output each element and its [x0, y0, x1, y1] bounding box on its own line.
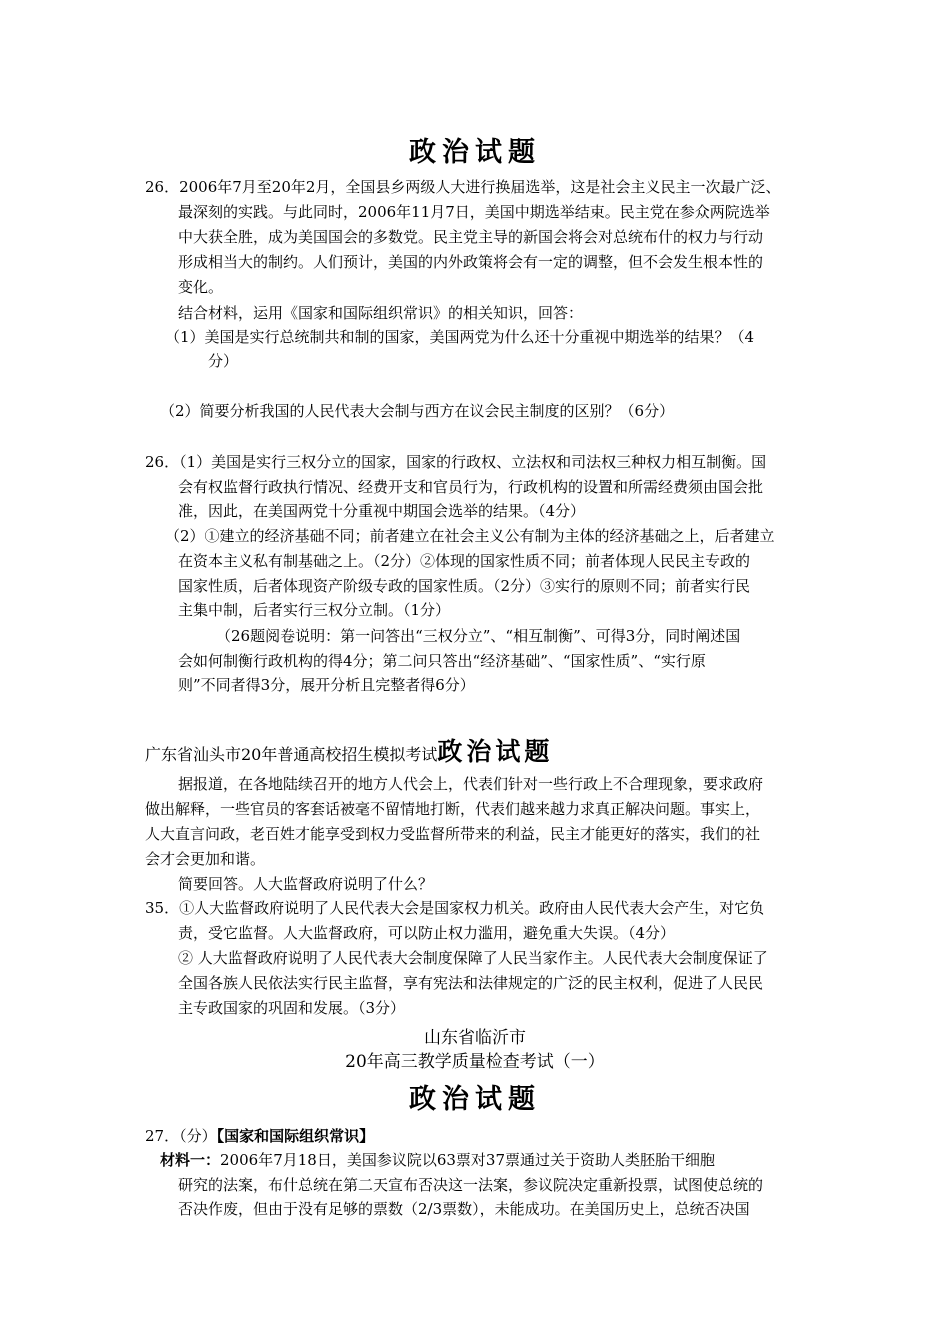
a26-grading-note: 会如何制衡行政机构的得4分；第二问只答出“经济基础”、“国家性质”、“实行原: [178, 652, 706, 670]
a35-line: ② 人大监督政府说明了人民代表大会制度保障了人民当家作主。人民代表大会制度保证了: [178, 949, 768, 967]
passage-line: 据报道，在各地陆续召开的地方人代会上，代表们针对一些行政上不合理现象，要求政府: [178, 775, 764, 793]
q27-material-line: 研究的法案，布什总统在第二天宣布否决这一法案，参议院决定重新投票，试图使总统的: [178, 1176, 764, 1194]
q26-subquestion-2: （2）简要分析我国的人民代表大会制与西方在议会民主制度的区别？（6分）: [160, 402, 675, 420]
passage-line: 会才会更加和谐。: [145, 850, 266, 868]
a26-line: 在资本主义私有制基础之上。（2分）②体现的国家性质不同；前者体现人民民主专政的: [178, 552, 751, 570]
q27-number: 27．（分）: [145, 1127, 217, 1145]
section-2-question: 简要回答。人大监督政府说明了什么？: [178, 875, 434, 893]
section-3-source: 山东省临沂市: [424, 1028, 526, 1048]
q27-material-line: 否决作废，但由于没有足够的票数（2/3票数），未能成功。在美国历史上，总统否决国: [178, 1200, 750, 1218]
a35-line: 主专政国家的巩固和发展。（3分）: [178, 999, 406, 1017]
a26-line: 会有权监督行政执行情况、经费开支和官员行为，行政机构的设置和所需经费须由国会批: [178, 478, 764, 496]
passage-line: 做出解释，一些官员的客套话被毫不留情地打断，代表们越来越力求真正解决问题。事实上，: [145, 800, 761, 818]
a26-line: 主集中制，后者实行三权分立制。（1分）: [178, 601, 451, 619]
section-2-source: 广东省汕头市20年普通高校招生模拟考试: [145, 745, 438, 764]
material-label: 材料一：: [160, 1151, 221, 1169]
section-3-exam-name: 20年高三教学质量检查考试（一）: [345, 1052, 605, 1072]
a26-grading-note: 则”不同者得3分，展开分析且完整者得6分）: [178, 676, 475, 694]
a35-line: 全国各族人民依法实行民主监督，享有宪法和法律规定的广泛的民主权利，促进了人民民: [178, 974, 764, 992]
a26-line: 准，因此，在美国两党十分重视中期国会选举的结果。（4分）: [178, 502, 586, 520]
material-text: 2006年7月18日，美国参议院以63票对37票通过关于资助人类胚胎干细胞: [220, 1151, 715, 1169]
section-2-title: 政治试题: [437, 737, 554, 766]
passage-line: 人大直言问政，老百姓才能享受到权力受监督所带来的利益，民主才能更好的落实，我们的社: [145, 825, 761, 843]
section-2-heading: [145, 732, 553, 768]
a26-line: （2）①建立的经济基础不同；前者建立在社会主义公有制为主体的经济基础之上，后者建立: [165, 527, 775, 545]
q27-topic: 【国家和国际组织常识】: [216, 1127, 375, 1145]
a35-line: 责，受它监督。人大监督政府，可以防止权力滥用，避免重大失误。（4分）: [178, 924, 676, 942]
q27-material-line: [160, 1150, 715, 1170]
q26-subquestion-1: （1）美国是实行总统制共和制的国家，美国两党为什么还十分重视中期选举的结果？（4: [165, 328, 755, 346]
q26-line: 形成相当大的制约。人们预计，美国的内外政策将会有一定的调整，但不会发生根本性的: [178, 253, 764, 271]
a26-line: 国家性质，后者体现资产阶级专政的国家性质。（2分）③实行的原则不同；前者实行民: [178, 577, 751, 595]
q26-line: 中大获全胜，成为美国国会的多数党。民主党主导的新国会将会对总统布什的权力与行动: [178, 228, 764, 246]
q26-instruction: 结合材料，运用《国家和国际组织常识》的相关知识，回答：: [178, 304, 584, 322]
a26-line: 26．（1）美国是实行三权分立的国家，国家的行政权、立法权和司法权三种权力相互制衡。国: [145, 453, 767, 471]
a26-grading-note: （26题阅卷说明：第一问答出“三权分立”、“相互制衡”、可得3分，同时阐述国: [216, 627, 741, 645]
q26-line: 最深刻的实践。与此同时，2006年11月7日，美国中期选举结束。民主党在参众两院选举: [178, 203, 770, 221]
q26-line: 26．2006年7月至20年2月，全国县乡两级人大进行换届选举，这是社会主义民主一次最广泛、: [145, 178, 781, 196]
q26-line: 变化。: [178, 278, 224, 296]
page-title-1: 政治试题: [409, 137, 541, 168]
a35-line: 35．①人大监督政府说明了人民代表大会是国家权力机关。政府由人民代表大会产生，对它负: [145, 899, 765, 917]
q26-subquestion-1-cont: 分）: [208, 352, 239, 370]
q27-header: [145, 1126, 374, 1146]
page-title-2: 政治试题: [409, 1084, 541, 1115]
